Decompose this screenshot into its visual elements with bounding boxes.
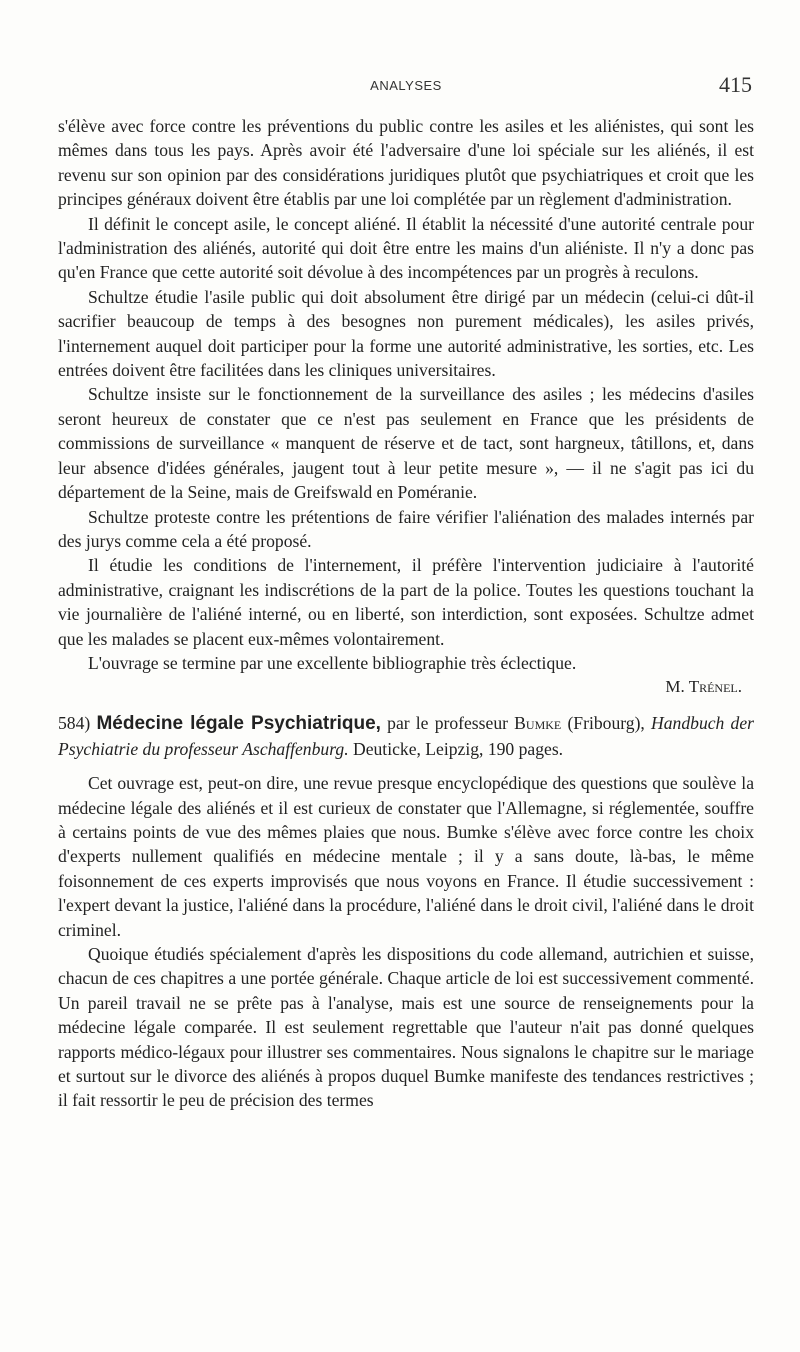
paragraph: Schultze étudie l'asile public qui doit absolument être dirigé par un médecin (celui-ci dût-il sacrifier beaucoup de temps à des besognes non purement médicales), les asiles privés, l'internement auquel doit participer pour la forme une autorité administrative, les sorties, etc. Les entrées doivent être facilitées dans les cliniques universitaires. [58, 286, 754, 381]
review-body-2 [58, 771, 754, 1113]
page [58, 70, 754, 1113]
paragraph: Schultze insiste sur le fonctionnement de la surveillance des asiles ; les médecins d'asiles seront heureux de constater que ce n'est pas seulement en France que les présidents de commissions de surveillance « manquent de réserve et de tact, sont hargneux, tâtillons, et, dans leur absence d'idées générales, jaugent tout à leur petite mesure », — il ne s'agit pas ici du département de la Seine, mais de Greifswald en Poméranie. [58, 384, 754, 503]
review-body [58, 114, 754, 675]
paragraph: Il étudie les conditions de l'internement, il préfère l'intervention judiciaire à l'autorité administrative, craignant les indiscrétions de la part de la police. Toutes les questions touchant la vie journalière de l'aliéné interné, ou en liberté, son interdiction, sont exposées. Schultze admet que les malades se placent eux-mêmes volontairement. [58, 555, 754, 649]
entry-publisher: Deuticke, Leipzig, 190 pages. [353, 738, 564, 759]
paragraph: s'élève avec force contre les préventions du public contre les asiles et les aliénistes, qui sont les mêmes dans tous les pays. Après avoir été l'adversaire d'une loi spéciale sur les aliénés, il est revenu sur son opinion par des considérations juridiques plutôt que psychiatriques et croit que les principes généraux doivent être établis par une loi complétée par un règlement d'administration. [58, 116, 754, 210]
entry-heading [58, 711, 754, 761]
entry-city: (Fribourg), [567, 713, 645, 734]
signature: M. Trénel. [665, 677, 742, 697]
paragraph: Schultze proteste contre les prétentions de faire vérifier l'aliénation des malades internés par des jurys comme cela a été proposé. [58, 506, 754, 551]
page-number: 415 [719, 72, 752, 97]
paragraph: L'ouvrage se termine par une excellente bibliographie très éclectique. [88, 652, 577, 673]
running-head [58, 70, 754, 100]
running-title: ANALYSES [370, 78, 442, 93]
entry-number: 584) [58, 713, 91, 734]
entry-by: par le professeur [387, 713, 508, 734]
entry-author: Bumke [514, 713, 562, 734]
entry-book: Handbuch der Psychiatrie du professeur Aschaffenburg. [58, 713, 754, 759]
paragraph: Cet ouvrage est, peut-on dire, une revue presque encyclopédique des questions que soulève la médecine légale des aliénés et il est curieux de constater que l'Allemagne, si réglementée, souffre à certains points de vue des mêmes plaies que nous. Bumke s'élève avec force contre les choix d'experts nullement qualifiés en médecine mentale ; il y a sans doute, là-bas, le même foisonnement de ces experts improvisés que nous voyons en France. Il étudie successivement : l'expert devant la justice, l'aliéné dans la procédure, l'aliéné dans le droit civil, l'aliéné dans le droit criminel. [58, 773, 754, 940]
paragraph: Quoique étudiés spécialement d'après les dispositions du code allemand, autrichien et suisse, chacun de ces chapitres a une portée générale. Chaque article de loi est successivement commenté. Un pareil travail ne se prête pas à l'analyse, mais est une source de renseignements pour la médecine légale comparée. Il est seulement regrettable que l'auteur n'ait pas donné quelques rapports médico-légaux pour illustrer ses commentaires. Nous signalons le chapitre sur le mariage et surtout sur le divorce des aliénés à propos duquel Bumke manifeste des tendances restrictives ; il fait ressortir le peu de précision des termes [58, 944, 754, 1111]
entry-title: Médecine légale Psychiatrique, [96, 713, 381, 735]
paragraph: Il définit le concept asile, le concept aliéné. Il établit la nécessité d'une autorité centrale pour l'administration des aliénés, autorité qui doit être entre les mains d'un aliéniste. Il n'y a donc pas qu'en France que cette autorité soit dévolue à des incompétences par un progrès à reculons. [58, 213, 754, 283]
